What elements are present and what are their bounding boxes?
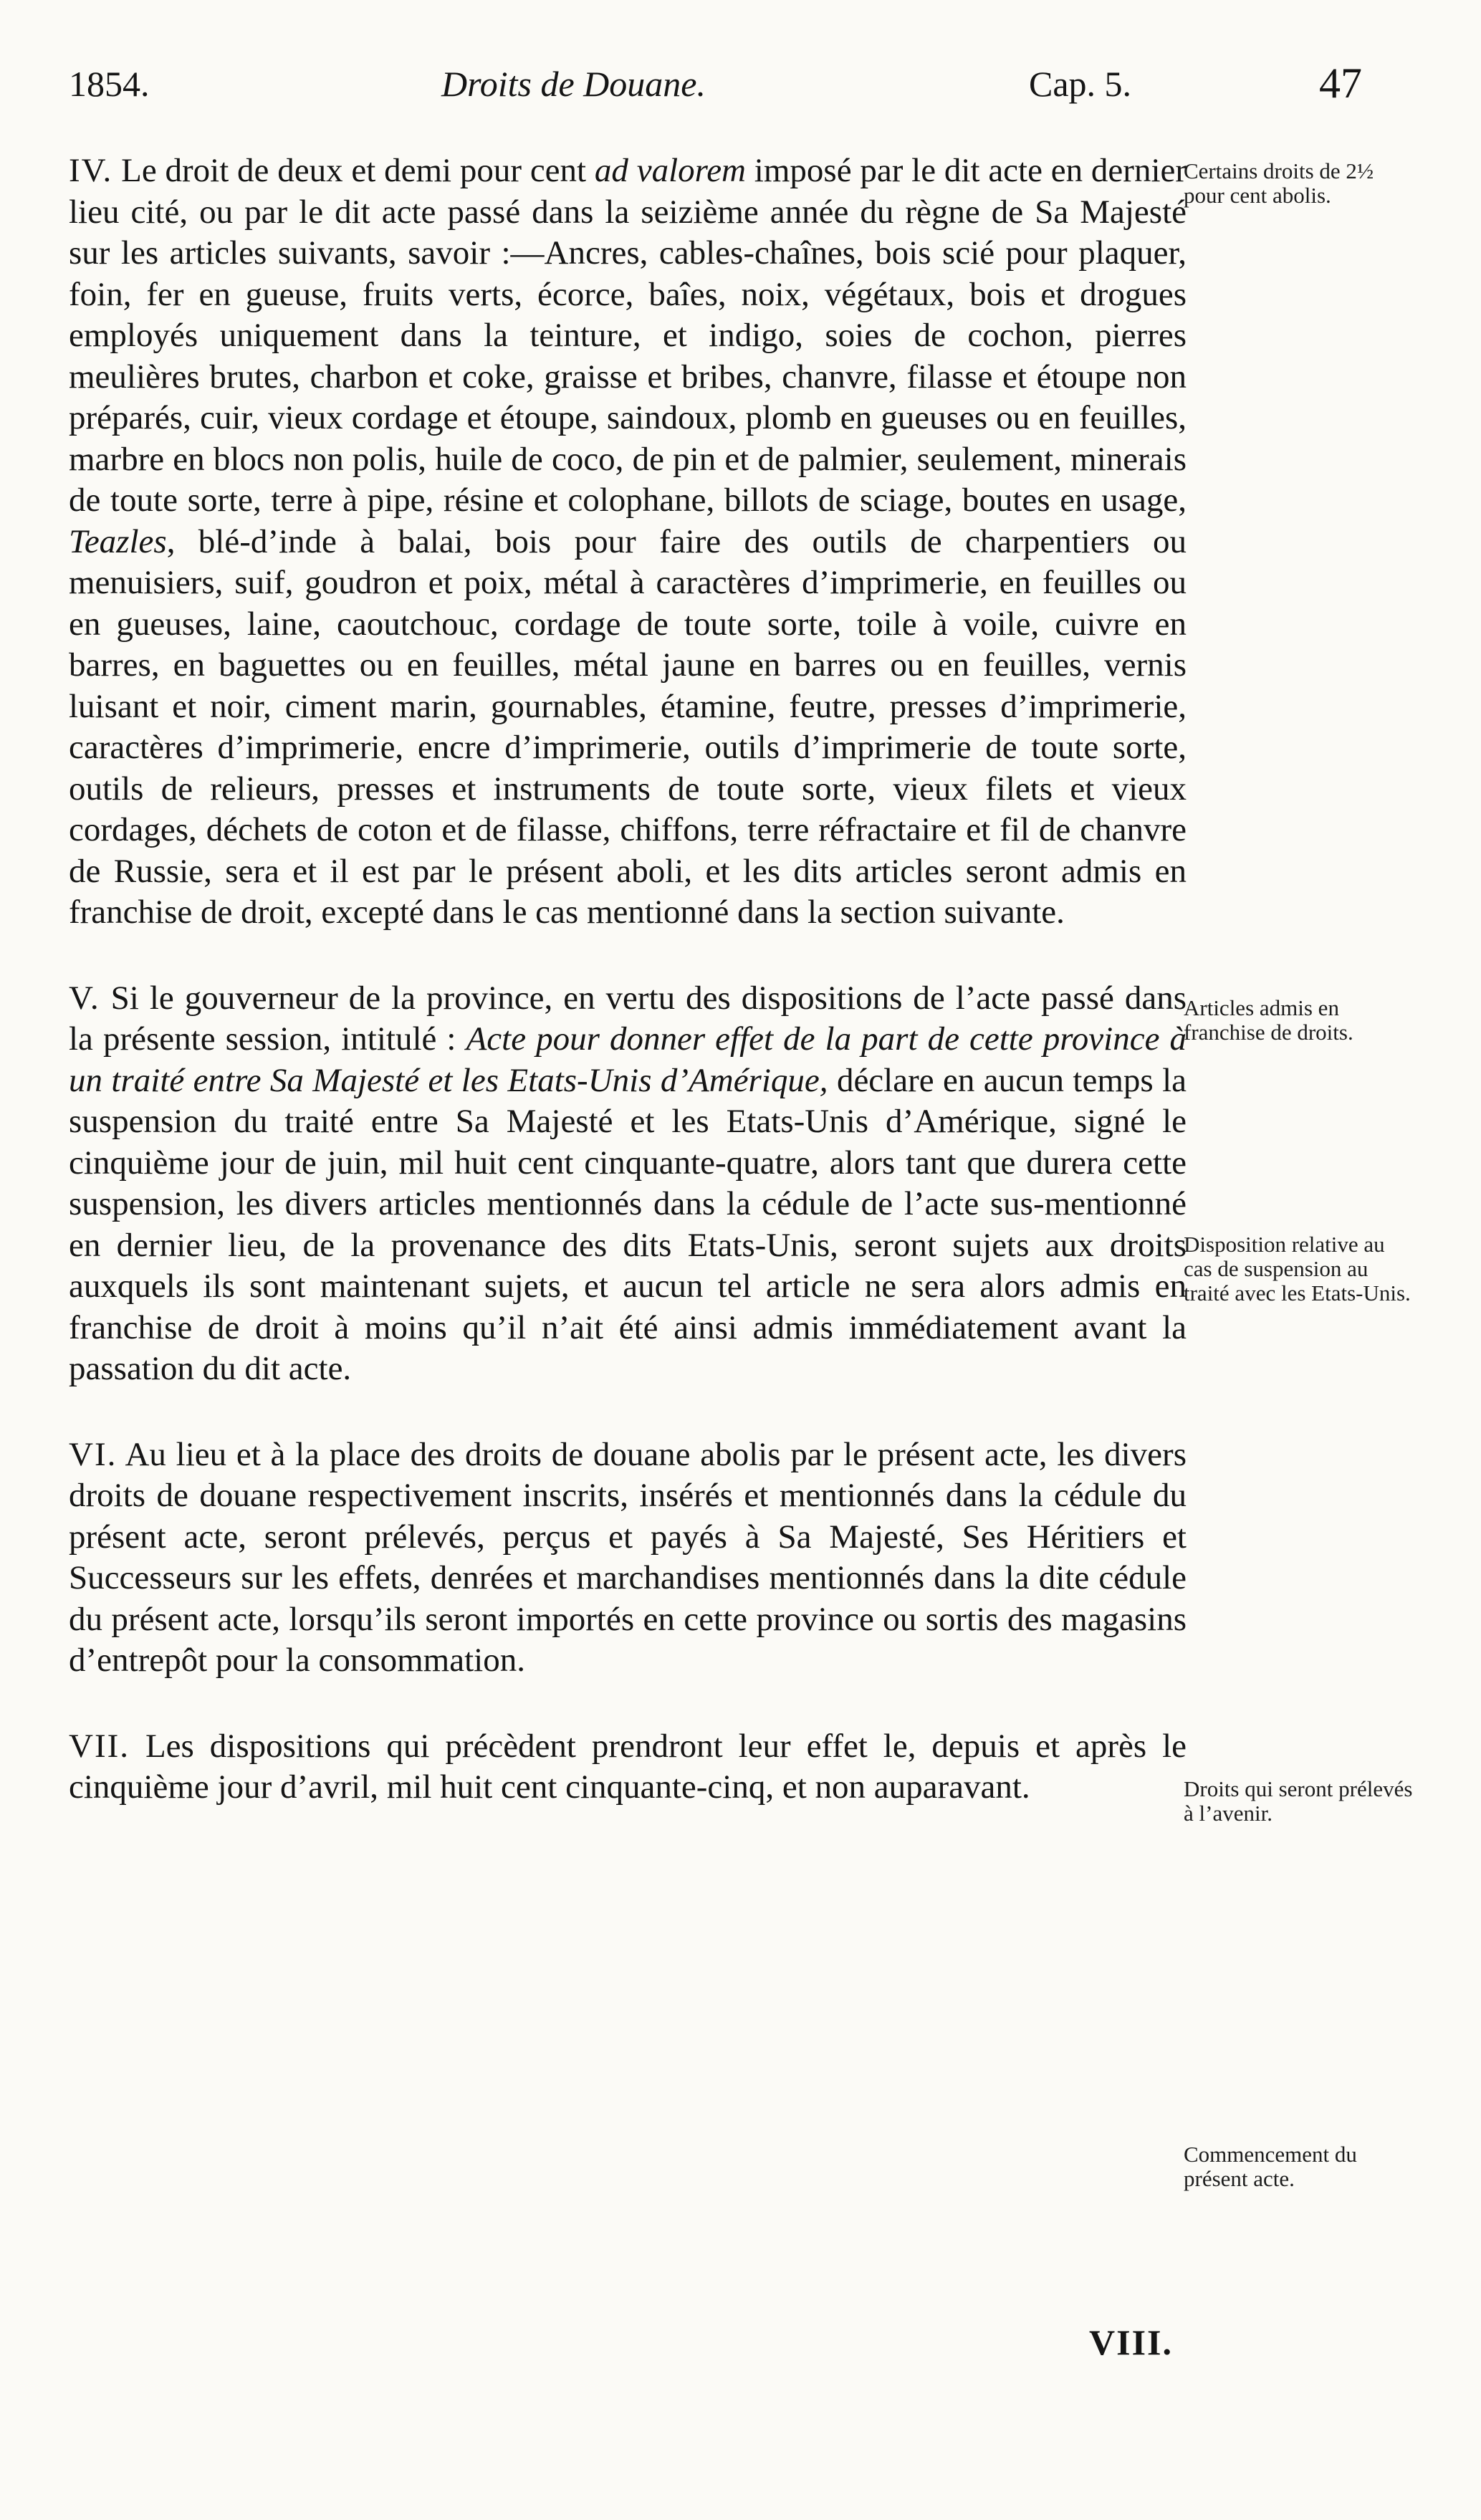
- section-iv-number: IV.: [69, 152, 113, 189]
- margin-note-abolished: Certains droits de 2½ pour cent abolis.: [1184, 158, 1374, 208]
- section-v-number: V.: [69, 979, 100, 1017]
- margin-note-future-duties: Droits qui seront prélevés à l’avenir.: [1184, 1776, 1413, 1826]
- running-header: [69, 59, 1362, 120]
- section-vii-text: VII. Les dispositions qui précèdent prendront leur effet le, depuis et après le cinquième jour d’avril, mil huit cent cinquante-cinq, et non auparavant.: [69, 1727, 1187, 1806]
- margin-note-commencement: Commencement du présent acte.: [1184, 2142, 1357, 2191]
- section-vii: [69, 1726, 1187, 1808]
- margin-note-free-articles: Articles admis en franchise de droits.: [1184, 995, 1353, 1045]
- section-iv: [69, 150, 1187, 934]
- document-body: [69, 150, 1187, 1853]
- header-chapter: Cap. 5.: [1029, 64, 1132, 104]
- section-v-text: V. Si le gouverneur de la province, en vertu des dispositions de l’acte passé dans la présente session, intitulé : Acte pour donner effet de la part de cette province à un traité entre Sa Majesté et les Etats-Unis d’Amérique, déclare en aucun temps la suspension du traité entre Sa Majesté et les Etats-Unis d’Amérique, signé le cinquième jour de juin, mil huit cent cinquante-quatre, alors tant que durera cette suspension, les divers articles mentionnés dans la cédule de l’acte sus-mentionné en dernier lieu, de la provenance des dits Etats-Unis, seront sujets aux droits auxquels ils sont maintenant sujets, et aucun tel article ne sera alors admis en franchise de droit à moins qu’il n’ait été ainsi admis immédiatement avant la passation du dit acte.: [69, 979, 1187, 1387]
- header-title: Droits de Douane.: [441, 64, 706, 104]
- section-vi: [69, 1434, 1187, 1682]
- header-year: 1854.: [69, 64, 150, 104]
- section-iv-text: IV. Le droit de deux et demi pour cent ad valorem imposé par le dit acte en dernier lieu cité, ou par le dit acte passé dans la seizième année du règne de Sa Majesté sur les articles suivants, savoir :—Ancres, cables-chaînes, bois scié pour plaquer, foin, fer en gueuse, fruits verts, écorce, baîes, noix, végétaux, bois et drogues employés uniquement dans la teinture, et indigo, soies de cochon, pierres meulières brutes, charbon et coke, graisse et bribes, chanvre, filasse et étoupe non préparés, cuir, vieux cordage et étoupe, saindoux, plomb en gueuses ou en feuilles, marbre en blocs non polis, huile de coco, de pin et de palmier, seulement, minerais de toute sorte, terre à pipe, résine et colophane, billots de sciage, boutes en usage, Teazles, blé-d’inde à balai, bois pour faire des outils de charpentiers ou menuisiers, suif, goudron et poix, métal à caractères d’imprimerie, en feuilles ou en gueuses, laine, caoutchouc, cordage de toute sorte, toile à voile, cuivre en barres, en baguettes ou en feuilles, métal jaune en barres ou en feuilles, vernis luisant et noir, ciment marin, gournables, étamine, feutre, presses d’imprimerie, caractères d’imprimerie, encre d’imprimerie, outils d’imprimerie de toute sorte, outils de relieurs, presses et instruments de toute sorte, vieux filets et vieux cordages, déchets de coton et de filasse, chiffons, terre réfractaire et fil de chanvre de Russie, sera et il est par le présent aboli, et les dits articles seront admis en franchise de droit, excepté dans le cas mentionné dans la section suivante.: [69, 152, 1187, 931]
- section-vi-text: VI. Au lieu et à la place des droits de douane abolis par le présent acte, les divers droits de douane respectivement inscrits, insérés et mentionnés dans la cédule du présent acte, seront prélevés, perçus et payés à Sa Majesté, Ses Héritiers et Successeurs sur les effets, denrées et marchandises mentionnés dans la dite cédule du présent acte, lorsqu’ils seront importés en cette province ou sortis des magasins d’entrepôt pour la consommation.: [69, 1435, 1187, 1679]
- section-vii-number: VII.: [69, 1727, 130, 1765]
- section-vi-number: VI.: [69, 1435, 118, 1473]
- catchword: VIII.: [1089, 2322, 1173, 2362]
- margin-note-suspension: Disposition relative au cas de suspension au traité avec les Etats-Unis.: [1184, 1232, 1411, 1305]
- page-number: 47: [1319, 59, 1362, 107]
- section-v: [69, 978, 1187, 1390]
